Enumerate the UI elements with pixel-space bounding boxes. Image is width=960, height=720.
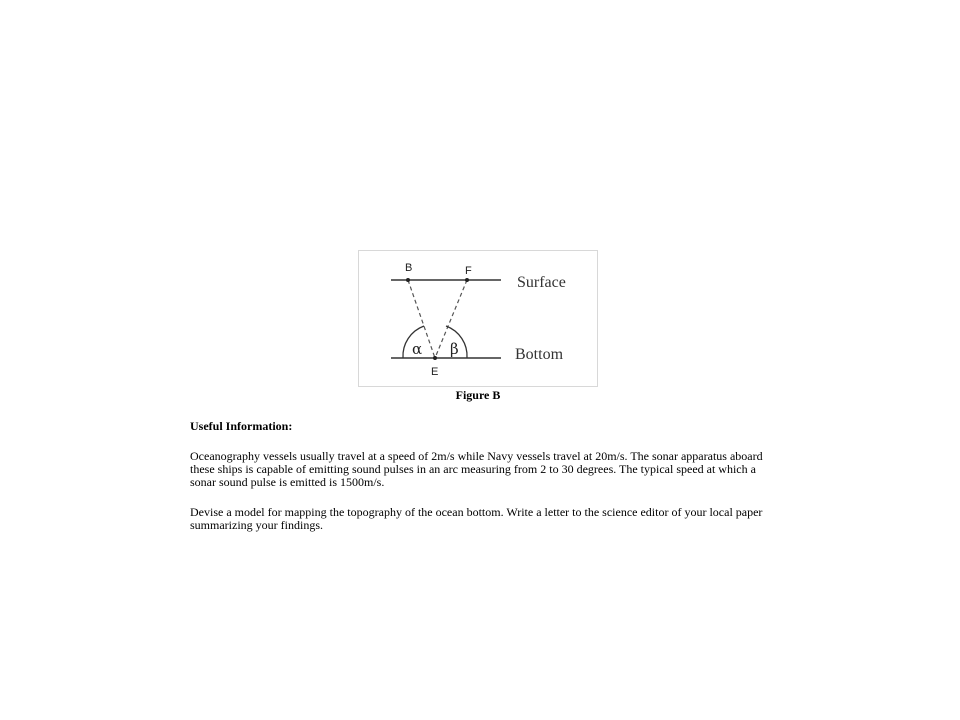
label-b: B bbox=[405, 262, 413, 274]
label-beta: β bbox=[450, 340, 459, 358]
figure-caption: Figure B bbox=[455, 388, 501, 402]
task-paragraph: Devise a model for mapping the topography of the ocean bottom. Write a letter to the science editor of your local paper summarizing your findings. bbox=[190, 505, 763, 532]
useful-info-paragraph: Oceanography vessels usually travel at a speed of 2m/s while Navy vessels travel at 20m/s. The sonar apparatus aboard these ships is capable of emitting sound pulses in an arc measuring from 2 to 30 degrees. The typical speed at which a sonar sound pulse is emitted is 1500m/s. bbox=[190, 449, 763, 489]
label-f: F bbox=[465, 265, 472, 277]
figure-b-diagram bbox=[358, 250, 598, 387]
point-b bbox=[406, 278, 410, 282]
label-surface: Surface bbox=[517, 274, 566, 291]
useful-info-heading: Useful Information: bbox=[190, 419, 293, 433]
label-e: E bbox=[431, 366, 439, 378]
point-f bbox=[465, 278, 469, 282]
label-alpha: α bbox=[412, 340, 423, 358]
document-body bbox=[190, 420, 780, 549]
sonar-diagram-svg bbox=[359, 251, 599, 388]
point-e bbox=[433, 356, 437, 360]
label-bottom: Bottom bbox=[515, 346, 564, 363]
